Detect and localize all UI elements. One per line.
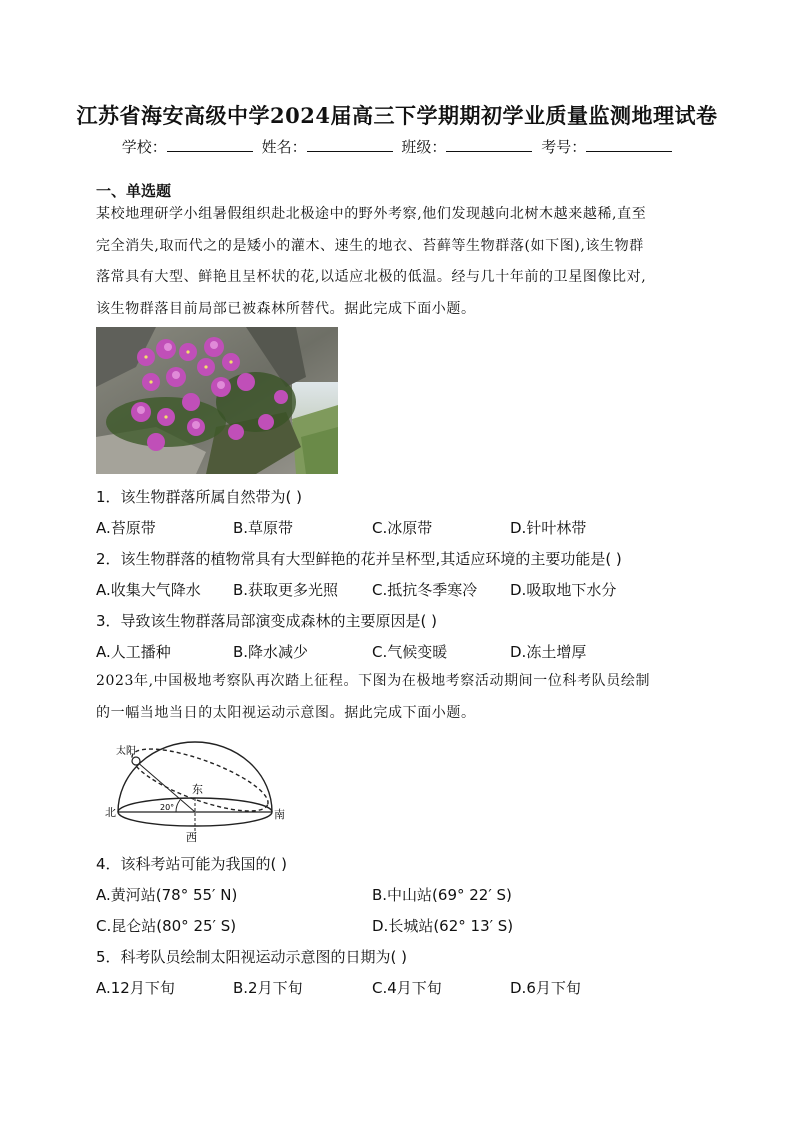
- sun-path-svg: [100, 738, 290, 844]
- option-c[interactable]: C.冰原带: [372, 519, 433, 537]
- angle-label: 20°: [160, 803, 175, 812]
- sun-path-ellipse: [126, 738, 275, 823]
- option-b[interactable]: B.2月下旬: [233, 979, 303, 997]
- option-b[interactable]: B.降水减少: [233, 643, 309, 661]
- option-c[interactable]: C.抵抗冬季寒冷: [372, 581, 478, 599]
- sun-path-diagram: [100, 738, 290, 844]
- tundra-flower-photo: [96, 327, 338, 474]
- option-c[interactable]: C.气候变暖: [372, 643, 448, 661]
- passage-1: [96, 199, 700, 325]
- sun-label: 太阳: [116, 746, 136, 757]
- north-label: 北: [105, 806, 116, 819]
- photo-image: [96, 327, 338, 474]
- option-c[interactable]: C.昆仑站(80° 25′ S): [96, 917, 237, 935]
- option-a[interactable]: A.收集大气降水: [96, 581, 201, 599]
- name-field[interactable]: 姓名：: [262, 136, 393, 157]
- question-3: 3．导致该生物群落局部演变成森林的主要原因是( ): [96, 612, 438, 630]
- question-1: 1．该生物群落所属自然带为( ): [96, 488, 303, 506]
- exam-title: 江苏省海安高级中学2024届高三下学期期初学业质量监测地理试卷: [76, 103, 718, 128]
- option-a[interactable]: A.人工播种: [96, 643, 171, 661]
- option-b[interactable]: B.草原带: [233, 519, 294, 537]
- exam-number-field[interactable]: 考号：: [541, 136, 672, 157]
- option-a[interactable]: A.苔原带: [96, 519, 156, 537]
- question-4: 4．该科考站可能为我国的( ): [96, 855, 288, 873]
- passage-line: 该生物群落目前局部已被森林所替代。据此完成下面小题。: [96, 300, 476, 317]
- passage-line: 落常具有大型、鲜艳且呈杯状的花,以适应北极的低温。经与几十年前的卫星图像比对,: [96, 269, 647, 285]
- passage-2: [96, 666, 700, 729]
- east-label: 东: [192, 783, 203, 796]
- passage-line: 的一幅当地当日的太阳视运动示意图。据此完成下面小题。: [96, 704, 476, 721]
- west-label: 西: [186, 831, 197, 844]
- passage-line: 某校地理研学小组暑假组织赴北极途中的野外考察,他们发现越向北树木越来越稀,直至: [96, 206, 647, 222]
- option-b[interactable]: B.获取更多光照: [233, 581, 339, 599]
- question-5: 5．科考队员绘制太阳视运动示意图的日期为( ): [96, 948, 408, 966]
- student-info-fields: [0, 136, 794, 157]
- section-heading: 一、单选题: [96, 182, 172, 200]
- option-a[interactable]: A.12月下旬: [96, 979, 175, 997]
- option-d[interactable]: D.6月下旬: [510, 979, 581, 997]
- option-d[interactable]: D.针叶林带: [510, 519, 587, 537]
- question-2: 2．该生物群落的植物常具有大型鲜艳的花并呈杯型,其适应环境的主要功能是( ): [96, 550, 622, 568]
- option-a[interactable]: A.黄河站(78° 55′ N): [96, 886, 238, 904]
- option-d[interactable]: D.长城站(62° 13′ S): [372, 917, 514, 935]
- south-label: 南: [274, 808, 285, 821]
- passage-line: 完全消失,取而代之的是矮小的灌木、速生的地衣、苔藓等生物群落(如下图),该生物群: [96, 237, 644, 254]
- option-d[interactable]: D.吸取地下水分: [510, 581, 617, 599]
- option-b[interactable]: B.中山站(69° 22′ S): [372, 886, 512, 904]
- option-d[interactable]: D.冻土增厚: [510, 643, 587, 661]
- angle-arc: [176, 800, 180, 812]
- sun-icon: [132, 757, 140, 765]
- school-field[interactable]: 学校：: [122, 136, 253, 157]
- passage-line: 2023年,中国极地考察队再次踏上征程。下图为在极地考察活动期间一位科考队员绘制: [96, 673, 651, 689]
- class-field[interactable]: 班级：: [401, 136, 532, 157]
- option-c[interactable]: C.4月下旬: [372, 979, 442, 997]
